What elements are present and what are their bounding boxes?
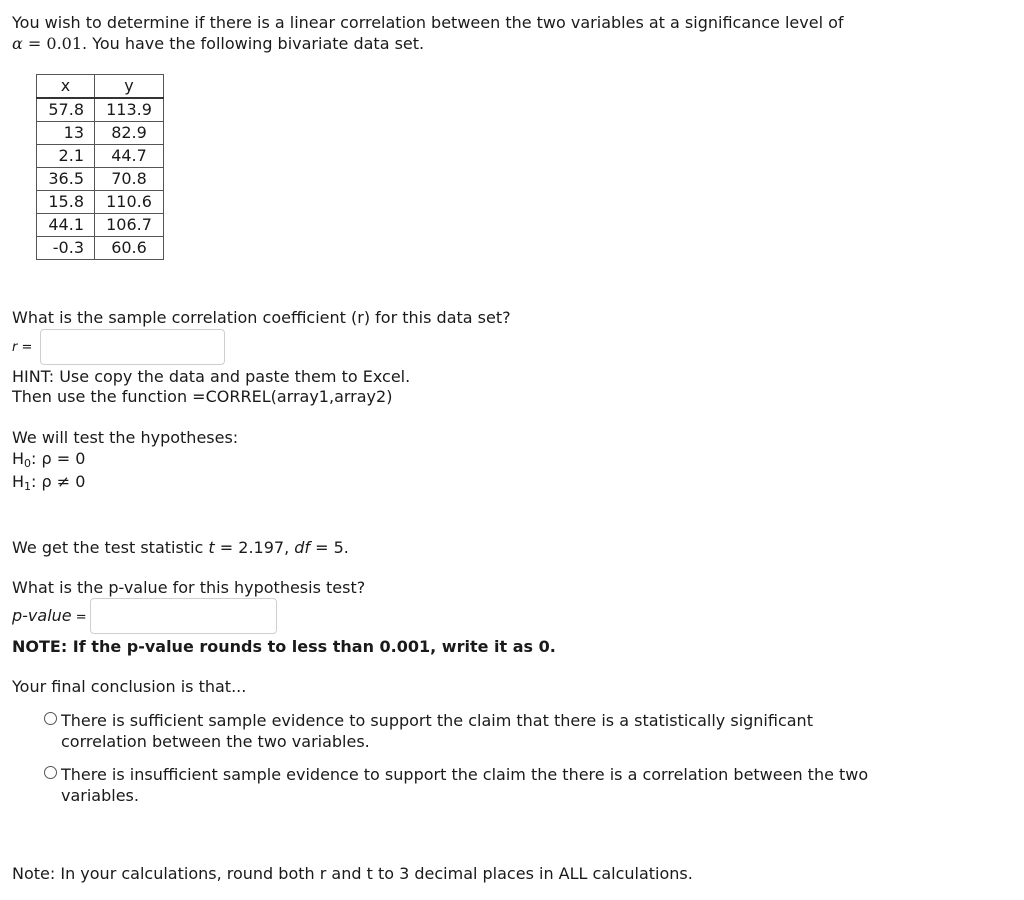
- hint-line-2: Then use the function =CORREL(array1,array2): [12, 387, 393, 406]
- y-cell: 44.7: [95, 145, 164, 168]
- x-cell: 36.5: [37, 168, 95, 191]
- table-row: [37, 191, 164, 214]
- y-cell: 70.8: [95, 168, 164, 191]
- x-cell: 57.8: [37, 98, 95, 122]
- column-header-y: y: [95, 75, 164, 99]
- conclusion-option-2-radio[interactable]: [44, 766, 57, 779]
- intro-line-2-rest: . You have the following bivariate data set.: [82, 34, 425, 53]
- r-input[interactable]: [40, 329, 225, 365]
- x-cell: 15.8: [37, 191, 95, 214]
- column-header-x: x: [37, 75, 95, 99]
- alpha-value: = 0.01: [22, 34, 83, 53]
- alpha-symbol: α: [12, 34, 23, 53]
- p-value-input[interactable]: [90, 598, 277, 634]
- p-value-label: p-value =: [12, 606, 87, 625]
- alternative-hypothesis: $H_1$: ρ ≠ 0: [12, 472, 86, 493]
- y-cell: 110.6: [95, 191, 164, 214]
- intro-line-2: [12, 34, 424, 53]
- table-row: [37, 168, 164, 191]
- conclusion-option-1-radio[interactable]: [44, 712, 57, 725]
- bivariate-data-table: [36, 74, 164, 260]
- y-cell: 60.6: [95, 237, 164, 260]
- conclusion-option-2-label[interactable]: There is insufficient sample evidence to support the claim the there is a correlation between the two variables.: [61, 765, 869, 805]
- y-cell: 113.9: [95, 98, 164, 122]
- correlation-question: What is the sample correlation coefficient (r) for this data set?: [12, 308, 511, 327]
- hypotheses-intro: We will test the hypotheses:: [12, 428, 239, 447]
- table-row: [37, 98, 164, 122]
- table-row: [37, 145, 164, 168]
- p-value-note: NOTE: If the p-value rounds to less than 0.001, write it as 0.: [12, 637, 556, 656]
- test-statistic-text: We get the test statistic t = 2.197, df = 5.: [12, 538, 349, 557]
- conclusion-option-1-label[interactable]: There is sufficient sample evidence to support the claim that there is a statistically significant correlation between the two variables.: [61, 711, 813, 751]
- y-cell: 82.9: [95, 122, 164, 145]
- y-cell: 106.7: [95, 214, 164, 237]
- table-row: [37, 237, 164, 260]
- conclusion-intro: Your final conclusion is that...: [12, 677, 247, 696]
- intro-line-1: You wish to determine if there is a linear correlation between the two variables at a significance level of: [12, 13, 844, 32]
- r-label: r =: [12, 340, 33, 355]
- null-hypothesis: $H_0$: ρ = 0: [12, 449, 86, 470]
- p-value-question: What is the p-value for this hypothesis test?: [12, 578, 366, 597]
- rounding-note: Note: In your calculations, round both r and t to 3 decimal places in ALL calculations.: [12, 864, 693, 883]
- table-row: [37, 122, 164, 145]
- x-cell: -0.3: [37, 237, 95, 260]
- x-cell: 13: [37, 122, 95, 145]
- hint-line-1: HINT: Use copy the data and paste them to Excel.: [12, 367, 411, 386]
- table-row: [37, 214, 164, 237]
- x-cell: 2.1: [37, 145, 95, 168]
- x-cell: 44.1: [37, 214, 95, 237]
